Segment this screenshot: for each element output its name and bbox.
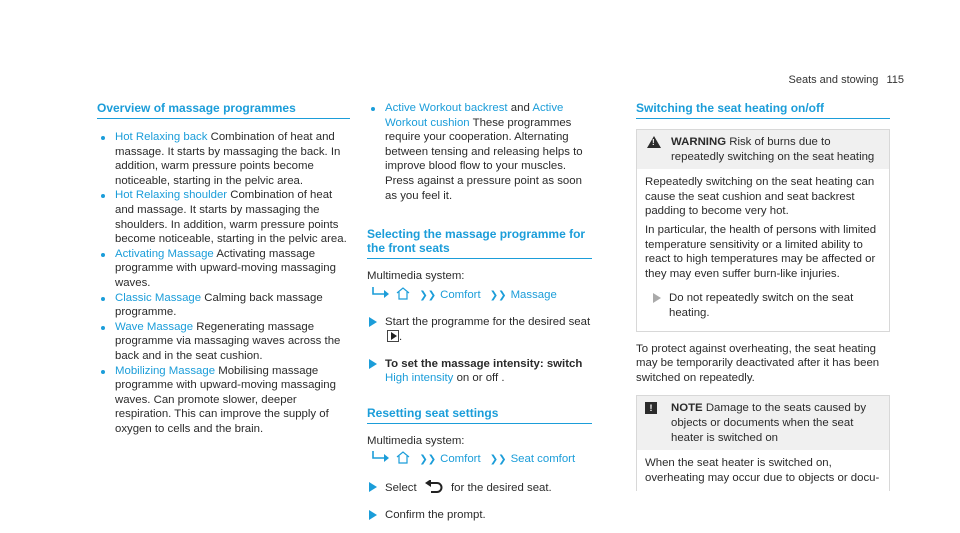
bullet-icon <box>371 107 375 111</box>
step-text-end: on or off . <box>456 372 505 385</box>
program-name: Active Workout backrest <box>385 102 508 114</box>
program-name: Mobilizing Massage <box>115 364 216 377</box>
warning-triangle-icon <box>647 136 661 148</box>
warning-label: WARNING <box>671 136 727 148</box>
program-description: Activating massage programme with upward-moving massaging waves. <box>115 247 336 289</box>
menu-item-seat-comfort[interactable]: Seat comfort <box>510 453 576 466</box>
step-arrow-icon <box>653 293 661 303</box>
step-start-programme: Start the programme for the desired seat . <box>367 315 592 344</box>
note-body: When the seat heater is switched on, overheating may occur due to objects or docu- <box>645 457 880 484</box>
step-arrow-icon <box>369 510 377 520</box>
program-name: Activating Massage <box>115 247 214 260</box>
step-text: Start the programme for the desired seat <box>385 316 591 329</box>
bullet-icon <box>101 326 105 330</box>
bullet-icon <box>101 136 105 140</box>
left-column <box>97 101 350 436</box>
bullet-icon <box>101 297 105 301</box>
program-name: Hot Relaxing back <box>115 131 208 143</box>
menu-item-comfort[interactable]: Comfort <box>440 288 481 301</box>
note-label: NOTE <box>671 402 703 415</box>
step-text: To set the massage intensity: switch <box>385 357 583 370</box>
page-number: 115 <box>886 74 904 86</box>
program-name: Hot Relaxing shoulder <box>115 189 228 202</box>
program-description: Regenerating massage programme via massaging waves across the back and in the seat cushion. <box>115 320 341 362</box>
page-title: Seats and stowing <box>788 74 879 86</box>
path-separator-icon: ❯❯ <box>419 454 437 466</box>
note-box <box>636 395 890 491</box>
program-description: Calming back massage programme. <box>115 291 323 319</box>
warning-step <box>651 291 881 320</box>
section-heading-reset-seat: Resetting seat settings <box>367 406 592 424</box>
menu-item-comfort[interactable]: Comfort <box>440 453 481 466</box>
menu-path <box>367 451 592 468</box>
protect-paragraph: To protect against overheating, the seat heating may be temporarily deactivated after it has been switched on repeatedly. <box>636 342 880 384</box>
program-description: These programmes require your cooperation. Alternating between tensing and releasing helps to improve blood flow to your muscles. Press against a pressure point as soon as you feel it. <box>385 116 583 202</box>
massage-program-list <box>97 130 350 436</box>
step-text: Confirm the prompt. <box>385 508 486 521</box>
middle-column <box>367 101 592 522</box>
program-description: Mobilising massage programme with upward-moving massaging waves. Can promote slower, deeper respiration. This can improve the supply of oxygen to cells and the brain. <box>115 364 336 435</box>
note-title: Damage to the seats caused by objects or documents when the seat heater is switched on <box>671 402 867 444</box>
right-column <box>636 101 890 491</box>
program-name: Classic Massage <box>115 291 202 304</box>
bullet-icon <box>101 253 105 257</box>
path-separator-icon: ❯❯ <box>489 289 507 301</box>
section-heading-select-massage: Selecting the massage programme for the front seats <box>367 227 592 259</box>
list-item <box>367 101 592 203</box>
system-label: Multimedia system: <box>367 270 465 283</box>
reset-icon[interactable] <box>424 480 444 494</box>
list-item <box>97 247 350 291</box>
home-icon[interactable] <box>396 451 410 464</box>
program-description: Combination of heat and massage. It starts by massaging the back. In addition, warm pressure points become noticeable, starting in the pelvic area. <box>115 131 341 187</box>
menu-path <box>367 287 592 304</box>
list-item <box>97 188 350 246</box>
path-arrow-icon <box>371 287 391 299</box>
step-confirm <box>367 508 592 523</box>
list-item <box>97 291 350 320</box>
step-arrow-icon <box>369 482 377 492</box>
step-text: Select <box>385 481 417 494</box>
step-select-reset <box>367 480 592 496</box>
section-heading-seat-heating: Switching the seat heating on/off <box>636 101 890 119</box>
warning-body <box>637 169 889 330</box>
program-name: Wave Massage <box>115 320 194 333</box>
program-name: Active Workout cushion <box>385 102 564 129</box>
page-header <box>789 73 905 88</box>
home-icon[interactable] <box>396 287 410 300</box>
note-icon: ! <box>645 402 657 414</box>
section-heading-massage-overview: Overview of massage programmes <box>97 101 350 119</box>
list-item <box>97 364 350 437</box>
warning-paragraph: In particular, the health of persons with limited temperature sensitivity or a limited ability to react to high temperatures may be affected or they may even suffer burn-like injuries. <box>645 223 877 280</box>
bullet-icon <box>101 370 105 374</box>
warning-header <box>637 130 889 169</box>
bullet-icon <box>101 194 105 198</box>
menu-item-massage[interactable]: Massage <box>510 288 557 301</box>
step-set-intensity <box>367 357 592 386</box>
active-workout-list <box>367 101 592 203</box>
path-separator-icon: ❯❯ <box>489 454 507 466</box>
system-label: Multimedia system: <box>367 434 465 447</box>
play-key-icon[interactable] <box>387 330 399 342</box>
path-arrow-icon <box>371 451 391 463</box>
step-text-end: for the desired seat. <box>451 481 552 494</box>
warning-title: Risk of burns due to repeatedly switching on the seat heating <box>671 136 875 163</box>
step-arrow-icon <box>369 317 377 327</box>
note-header <box>637 396 889 450</box>
step-text: Do not repeatedly switch on the seat heating. <box>669 292 854 319</box>
list-item <box>97 130 350 188</box>
high-intensity-switch[interactable]: High intensity <box>385 372 454 385</box>
step-arrow-icon <box>369 359 377 369</box>
warning-paragraph: Repeatedly switching on the seat heating can cause the seat cushion and seat backrest padding to become very hot. <box>645 176 875 218</box>
program-description: Combination of heat and massage. It starts by massaging the shoulders. In addition, warm pressure points become noticeable, starting in the pelvic area. <box>115 189 347 246</box>
warning-box <box>636 129 890 332</box>
joiner-text: and <box>510 102 530 114</box>
list-item <box>97 320 350 364</box>
path-separator-icon: ❯❯ <box>419 289 437 301</box>
